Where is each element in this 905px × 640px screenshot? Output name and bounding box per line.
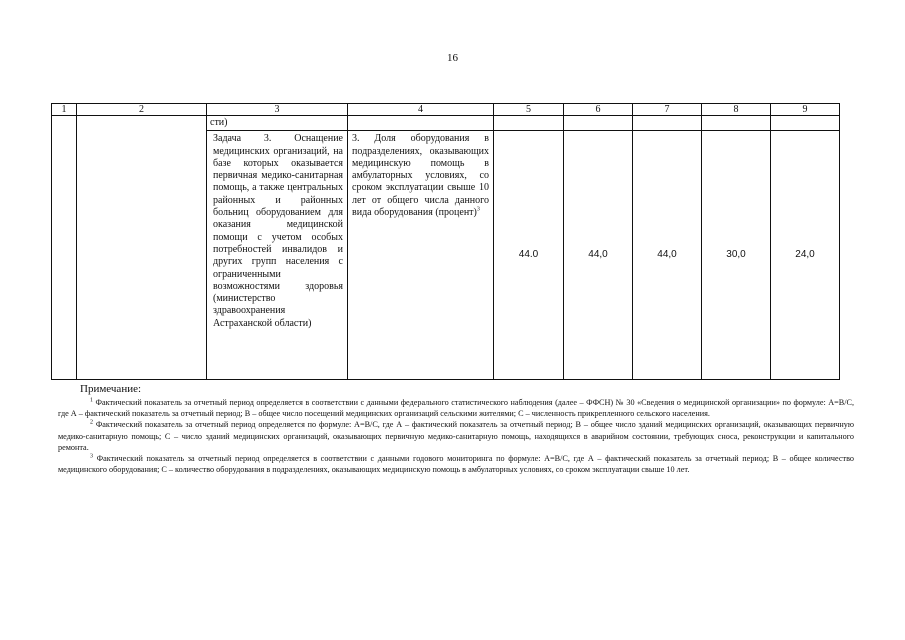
value-col6: 44,0 xyxy=(564,131,633,380)
cell-empty xyxy=(771,116,840,131)
column-number: 2 xyxy=(77,104,207,116)
column-number: 8 xyxy=(702,104,771,116)
cell-empty xyxy=(702,116,771,131)
notes-title: Примечание: xyxy=(80,383,142,395)
indicator-description xyxy=(348,131,494,380)
footnote-marker: 1 xyxy=(90,397,93,404)
cell-empty xyxy=(494,116,564,131)
value-col8: 30,0 xyxy=(702,131,771,380)
indicators-table xyxy=(51,103,840,380)
column-number: 5 xyxy=(494,104,564,116)
value-col7: 44,0 xyxy=(633,131,702,380)
footnote-3 xyxy=(58,453,854,475)
value-col5: 44.0 xyxy=(494,131,564,380)
column-number: 7 xyxy=(633,104,702,116)
cell-empty xyxy=(348,116,494,131)
footnote-text: Фактический показатель за отчетный период определяется в соответствии с данными федерального статистического наблюдения (далее – ФФСН) № 30 «Сведения о медицинской организации» по формуле: A=B/C, где А – фактический показатель за отчетный период; В – общее число посещений медицинских организаций сельскими жителями; С – численность прикрепленного сельского населения. xyxy=(58,398,854,419)
footnote-marker: 2 xyxy=(90,419,93,426)
indicator-text: 3. Доля оборудования в подразделениях, оказывающих медицинскую помощь в амбулаторных условиях, со сроком эксплуатации свыше 10 лет от общего числа данного вида оборудования (процент) xyxy=(352,133,489,219)
footnote-text: Фактический показатель за отчетный период определяется в соответствии с данными годового мониторинга по формуле: A=B/C, где А – фактический показатель за отчетный период; В – общее количество медицинского оборудования; С – количество оборудования в подразделениях, оказывающих медицинскую помощь в амбулаторных условиях, со сроком эксплуатации свыше 10 лет. xyxy=(58,454,855,475)
value-col9: 24,0 xyxy=(771,131,840,380)
continuation-row xyxy=(52,116,840,131)
cell-col2 xyxy=(77,116,207,380)
column-number: 6 xyxy=(564,104,633,116)
indicator-footnote-ref: 3 xyxy=(476,206,480,213)
cell-empty xyxy=(564,116,633,131)
continuation-text: сти) xyxy=(207,116,348,131)
footnote-marker: 3 xyxy=(90,453,93,460)
footnote-2 xyxy=(58,419,854,453)
column-number: 9 xyxy=(771,104,840,116)
task-description: Задача 3. Оснащение медицинских организаций, на базе которых оказывается первичная медико-санитарная помощь, а также центральных районных и районных больниц оборудованием для оказания медицинской помощи с учетом особых потребностей инвалидов и других групп населения с ограниченными возможностями здоровья (министерство здравоохранения Астраханской области) xyxy=(207,131,348,380)
column-number: 4 xyxy=(348,104,494,116)
page-number: 16 xyxy=(447,52,458,64)
cell-col1 xyxy=(52,116,77,380)
footnote-1 xyxy=(58,397,854,419)
notes-section xyxy=(58,383,854,475)
column-number: 1 xyxy=(52,104,77,116)
column-number-row xyxy=(52,104,840,116)
column-number: 3 xyxy=(207,104,348,116)
cell-empty xyxy=(633,116,702,131)
footnote-text: Фактический показатель за отчетный период определяется по формуле: A=B/C, где А – фактический показатель за отчетный период; В – общее число зданий медицинских организаций, оказывающих первичную медико-санитарную помощь; С – число зданий медицинских организаций, оказывающих первичную медико-санитарную помощь, находящихся в аварийном состоянии, требующих сноса, реконструкции и капитального ремонта. xyxy=(58,420,855,452)
